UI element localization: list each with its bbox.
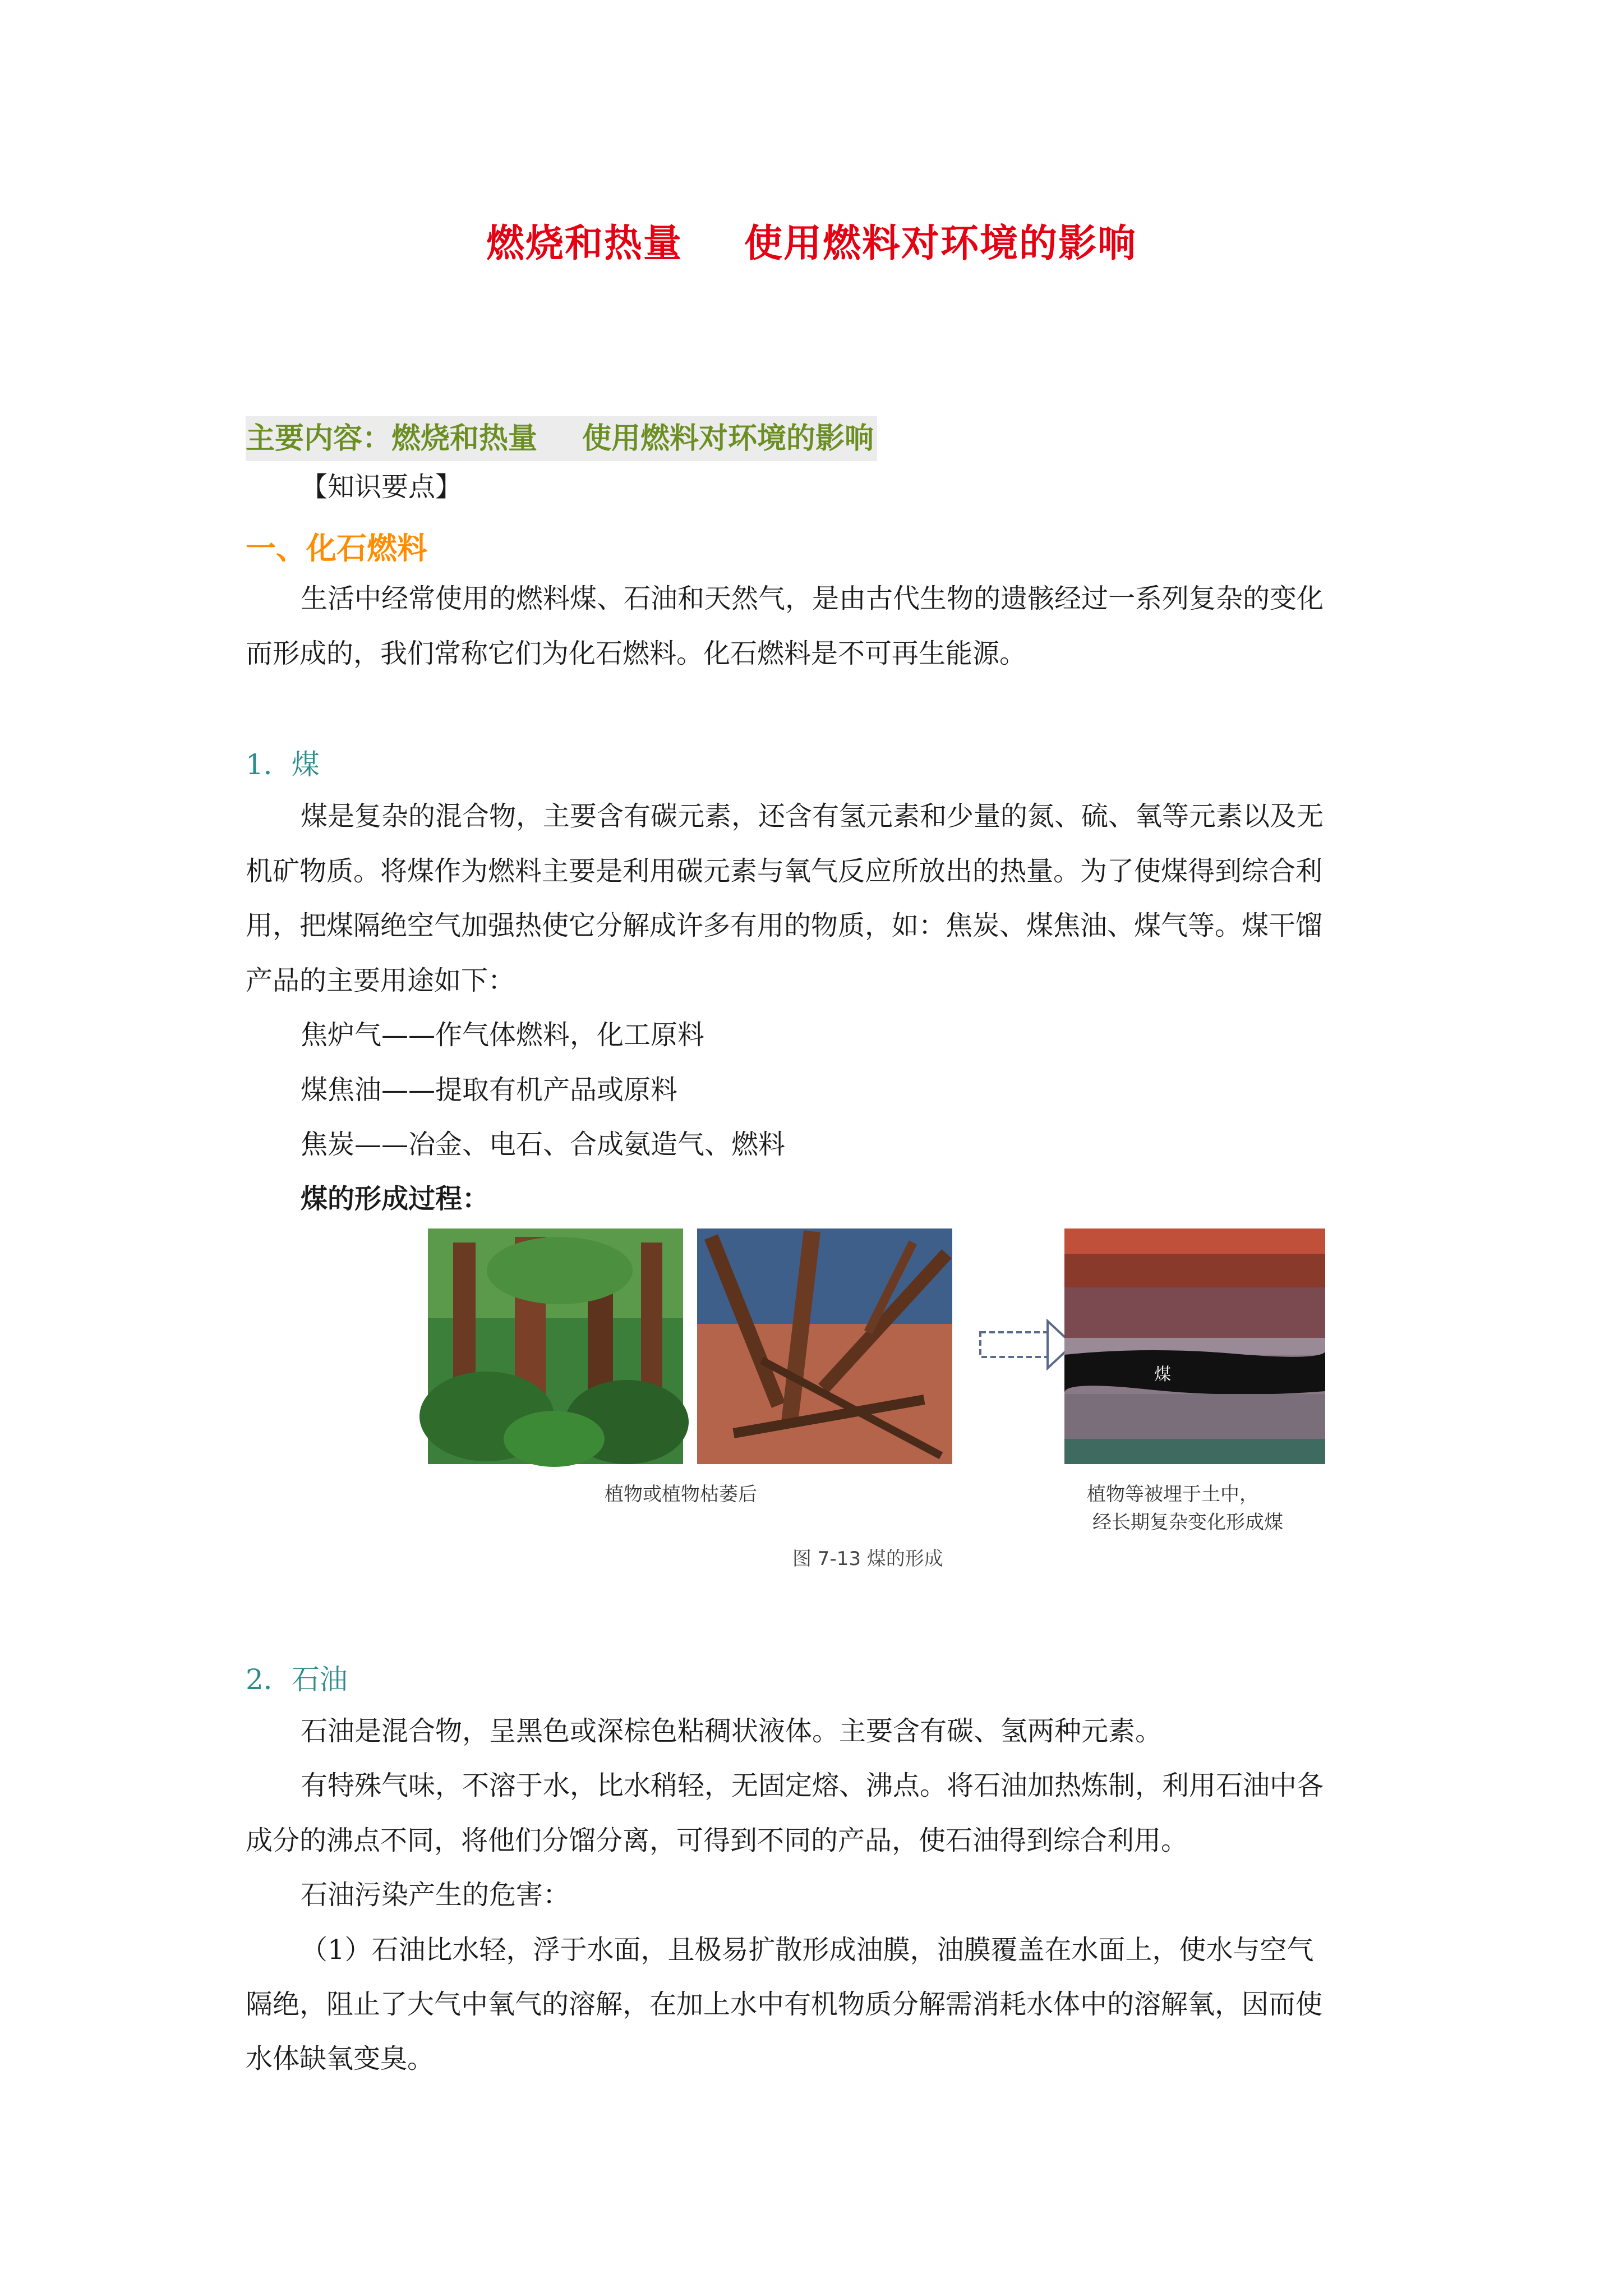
oil-harm-intro: 石油污染产生的危害： xyxy=(301,1879,570,1911)
subheading-oil: 2．石油 xyxy=(246,1663,348,1696)
coal-layer-label: 煤 xyxy=(1154,1365,1171,1384)
fallen-trees-panel xyxy=(697,1228,952,1464)
coal-use-coke: 焦炭——冶金、电石、合成氨造气、燃料 xyxy=(301,1129,786,1160)
figure-caption-right-line2: 经长期复杂变化形成煤 xyxy=(1092,1511,1283,1534)
figure-caption-right-line1: 植物等被埋于土中， xyxy=(1087,1483,1258,1506)
oil-harm1-line1: （1）石油比水轻，浮于水面，且极易扩散形成油膜，油膜覆盖在水面上，使水与空气 xyxy=(301,1934,1314,1966)
coal-formation-figure xyxy=(419,1220,1334,1579)
oil-harm1-line3: 水体缺氧变臭。 xyxy=(246,2043,435,2074)
oil-harm1-line2: 隔绝，阻止了大气中氧气的溶解，在加上水中有机物质分解需消耗水体中的溶解氧，因而使 xyxy=(246,1989,1323,2020)
figure-title: 图 7-13 煤的形成 xyxy=(792,1548,943,1570)
coal-paragraph-line3: 用，把煤隔绝空气加强热使它分解成许多有用的物质，如：焦炭、煤焦油、煤气等。煤干馏 xyxy=(246,910,1323,941)
coal-formation-label: 煤的形成过程： xyxy=(301,1183,490,1214)
process-arrow-icon xyxy=(980,1321,1073,1368)
section-heading-fossil-fuels: 一、化石燃料 xyxy=(246,531,427,566)
fossil-intro-line2: 而形成的，我们常称它们为化石燃料。化石燃料是不可再生能源。 xyxy=(246,638,1027,669)
fossil-intro-line1: 生活中经常使用的燃料煤、石油和天然气，是由古代生物的遗骸经过一系列复杂的变化 xyxy=(301,583,1324,614)
title-part2: 使用燃料对环境的影响 xyxy=(744,222,1137,266)
coal-paragraph-line2: 机矿物质。将煤作为燃料主要是利用碳元素与氧气反应所放出的热量。为了使煤得到综合利 xyxy=(246,855,1323,887)
coal-paragraph-line4: 产品的主要用途如下： xyxy=(246,965,515,996)
title-part1: 燃烧和热量 xyxy=(486,222,683,266)
oil-paragraph-2-line2: 成分的沸点不同，将他们分馏分离，可得到不同的产品，使石油得到综合利用。 xyxy=(246,1825,1188,1856)
strata-panel xyxy=(1064,1228,1325,1464)
oil-paragraph-2-line1: 有特殊气味，不溶于水，比水稍轻，无固定熔、沸点。将石油加热炼制，利用石油中各 xyxy=(301,1770,1324,1801)
subheading-coal: 1．煤 xyxy=(246,748,320,781)
figure-caption-left: 植物或植物枯萎后 xyxy=(605,1483,757,1506)
coal-formation-illustration xyxy=(419,1220,1334,1579)
forest-panel xyxy=(419,1228,689,1467)
main-topic-part1: 主要内容：燃烧和热量 xyxy=(246,422,538,455)
main-topic xyxy=(246,416,877,461)
coal-use-coal-tar: 煤焦油——提取有机产品或原料 xyxy=(301,1074,678,1106)
main-topic-part2: 使用燃料对环境的影响 xyxy=(582,422,874,455)
knowledge-points-label: 【知识要点】 xyxy=(301,471,463,503)
coal-use-coke-oven-gas: 焦炉气——作气体燃料，化工原料 xyxy=(301,1019,705,1051)
page-title xyxy=(0,213,1623,268)
oil-paragraph-1: 石油是混合物，呈黑色或深棕色粘稠状液体。主要含有碳、氢两种元素。 xyxy=(301,1715,1163,1747)
coal-paragraph-line1: 煤是复杂的混合物，主要含有碳元素，还含有氢元素和少量的氮、硫、氧等元素以及无 xyxy=(301,800,1324,832)
